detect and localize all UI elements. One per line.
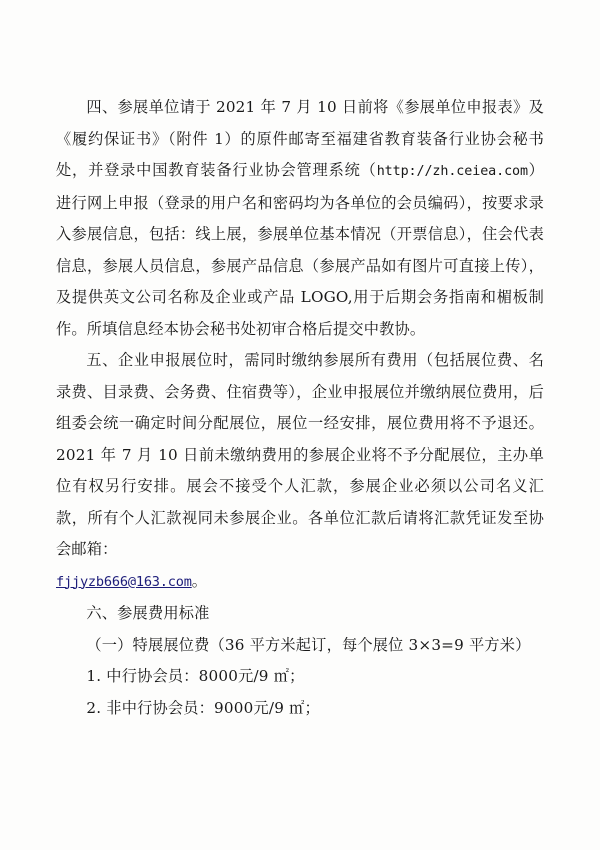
paragraph-section-four: 四、参展单位请于 2021 年 7 月 10 日前将《参展单位申报表》及《履约保证书》（附件 1）的原件邮寄至福建省教育装备行业协会秘书处，并登录中国教育装备行业协会管理系统（http://zh.ceiea.com）进行网上申报（登录的用户名和密码均为各单位的会员编码），按要求录入参展信息，包括：线上展，参展单位基本情况（开票信息），住会代表信息，参展人员信息，参展产品信息（参展产品如有图片可直接上传），及提供英文公司名称及企业或产品 LOGO,用于后期会务指南和楣板制作。所填信息经本协会秘书处初审合格后提交中教协。 bbox=[56, 98, 545, 338]
fee-line-member-prefix: 1. 中行协会员： bbox=[86, 667, 199, 685]
document-body bbox=[56, 92, 544, 724]
paragraph-item-one: （一）特展展位费（36 平方米起订，每个展位 3×3=9 平方米） bbox=[86, 635, 531, 654]
fee-line-nonmember bbox=[56, 693, 544, 725]
paragraph-section-five bbox=[56, 345, 544, 566]
fee-line-member bbox=[56, 661, 544, 693]
fee-line-nonmember-unit: 元/9 ㎡； bbox=[253, 698, 320, 717]
association-email-link[interactable]: fjjyzb666@163.com bbox=[56, 573, 192, 590]
fee-line-member-amount: 8000 bbox=[198, 667, 239, 685]
paragraph-section-six: 六、参展费用标准 bbox=[86, 604, 210, 622]
fee-line-nonmember-prefix: 2. 非中行协会员： bbox=[86, 698, 215, 717]
fee-line-nonmember-amount: 9000 bbox=[214, 698, 254, 717]
email-line-tail: 。 bbox=[191, 571, 208, 590]
management-system-url[interactable]: http://zh.ceiea.com bbox=[376, 164, 528, 179]
paragraph-section-five-text: 五、企业申报展位时，需同时缴纳参展所有费用（包括展位费、名录费、目录费、会务费、住宿费等），企业申报展位并缴纳展位费用，后组委会统一确定时间分配展位，展位一经安排，展位费用将不予退还。2021 年 7 月 10 日前未缴纳费用的参展企业将不予分配展位，主办单位有权另行安排。展会不接受个人汇款，参展企业必须以公司名义汇款，所有个人汇款视同未参展企业。各单位汇款后请将汇款凭证发至协会邮箱： bbox=[56, 351, 544, 558]
fee-line-member-unit: 元/9 ㎡； bbox=[238, 667, 305, 685]
email-line bbox=[56, 566, 544, 599]
